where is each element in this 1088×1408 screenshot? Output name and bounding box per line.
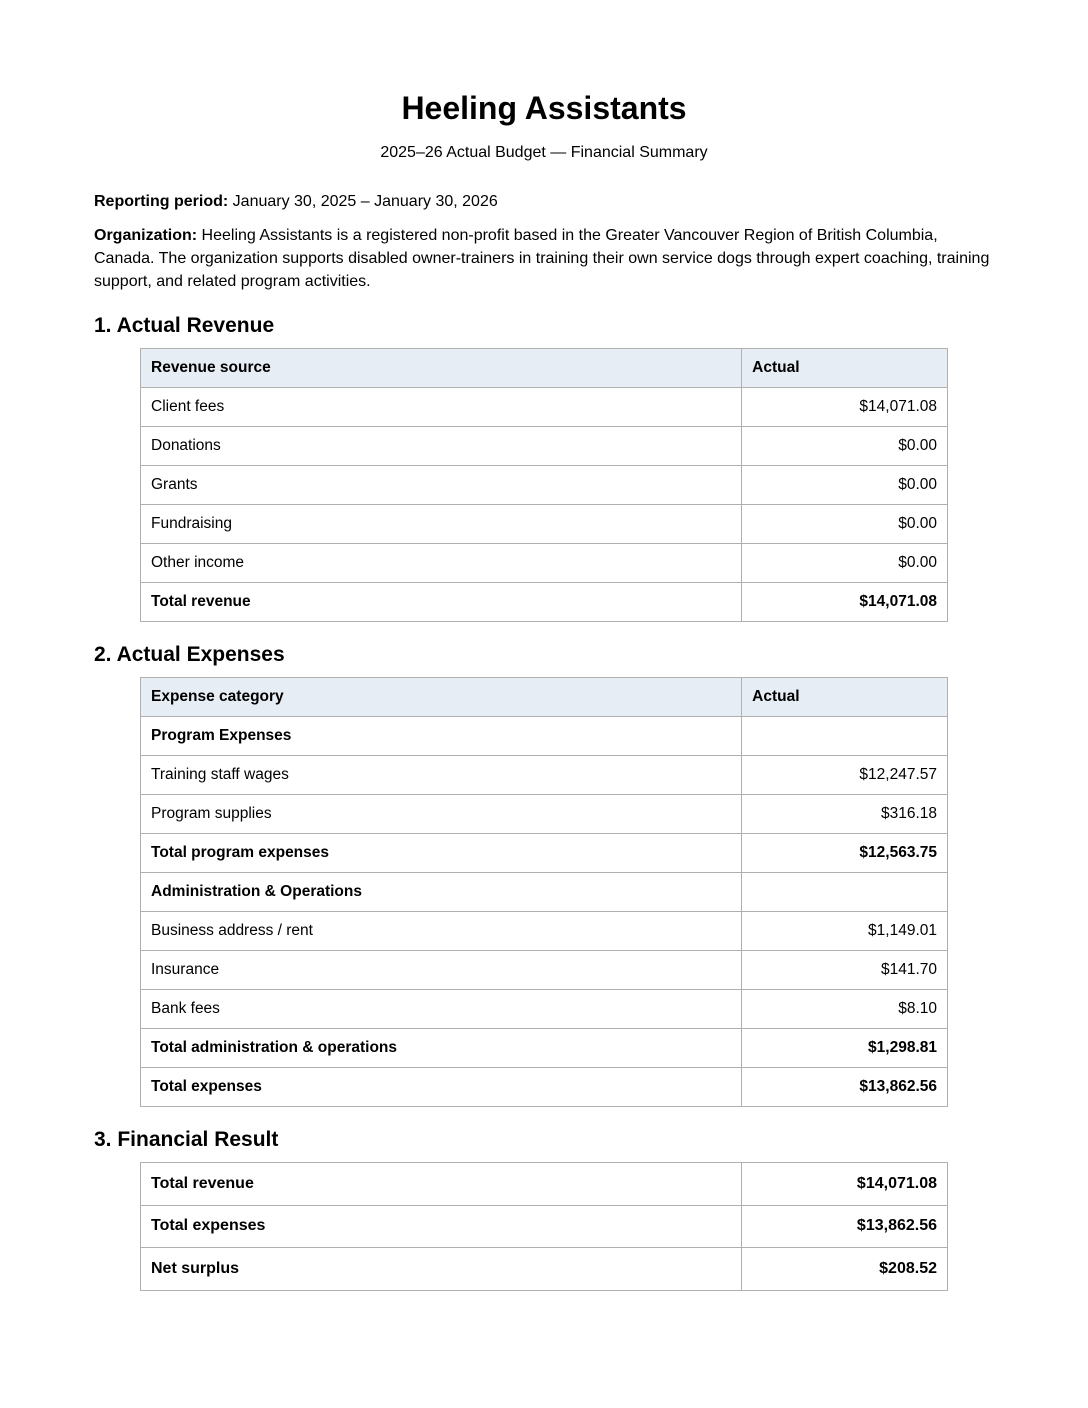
expenses-heading: 2. Actual Expenses bbox=[94, 643, 285, 666]
table-header-row bbox=[141, 678, 948, 717]
row-label: Business address / rent bbox=[141, 912, 742, 951]
row-label: Client fees bbox=[141, 388, 742, 427]
row-amount: $1,149.01 bbox=[742, 912, 948, 951]
table-row bbox=[141, 990, 948, 1029]
row-amount: $316.18 bbox=[742, 795, 948, 834]
result-table bbox=[140, 1162, 948, 1291]
row-label: Net surplus bbox=[141, 1248, 742, 1291]
row-amount: $0.00 bbox=[742, 505, 948, 544]
table-row bbox=[141, 951, 948, 990]
expenses-table bbox=[140, 677, 948, 1107]
row-label: Training staff wages bbox=[141, 756, 742, 795]
table-row bbox=[141, 1163, 948, 1206]
row-amount bbox=[742, 873, 948, 912]
row-label: Total program expenses bbox=[141, 834, 742, 873]
reporting-period bbox=[94, 190, 994, 213]
table-row bbox=[141, 388, 948, 427]
subtotal-row bbox=[141, 1029, 948, 1068]
category-row bbox=[141, 717, 948, 756]
category-row bbox=[141, 873, 948, 912]
organization-label: Organization: bbox=[94, 227, 198, 244]
row-amount: $208.52 bbox=[742, 1248, 948, 1291]
net-surplus-row bbox=[141, 1248, 948, 1291]
table-row bbox=[141, 912, 948, 951]
column-header: Expense category bbox=[141, 678, 742, 717]
table-row bbox=[141, 544, 948, 583]
row-label: Total administration & operations bbox=[141, 1029, 742, 1068]
row-amount: $12,563.75 bbox=[742, 834, 948, 873]
row-label: Total expenses bbox=[141, 1205, 742, 1248]
reporting-period-value: January 30, 2025 – January 30, 2026 bbox=[228, 193, 498, 210]
revenue-heading: 1. Actual Revenue bbox=[94, 314, 275, 337]
document-subtitle: 2025–26 Actual Budget — Financial Summary bbox=[380, 144, 708, 161]
row-label: Total revenue bbox=[141, 583, 742, 622]
row-amount: $13,862.56 bbox=[742, 1068, 948, 1107]
result-heading: 3. Financial Result bbox=[94, 1128, 279, 1151]
column-header: Actual bbox=[742, 678, 948, 717]
column-header: Revenue source bbox=[141, 349, 742, 388]
row-amount: $141.70 bbox=[742, 951, 948, 990]
row-amount: $14,071.08 bbox=[742, 583, 948, 622]
document-title: Heeling Assistants bbox=[401, 90, 687, 126]
total-row bbox=[141, 1068, 948, 1107]
table-row bbox=[141, 795, 948, 834]
row-amount: $13,862.56 bbox=[742, 1205, 948, 1248]
row-amount: $8.10 bbox=[742, 990, 948, 1029]
table-row bbox=[141, 505, 948, 544]
table-row bbox=[141, 1205, 948, 1248]
row-label: Other income bbox=[141, 544, 742, 583]
organization-description bbox=[94, 224, 994, 293]
table-row bbox=[141, 466, 948, 505]
row-amount bbox=[742, 717, 948, 756]
total-row bbox=[141, 583, 948, 622]
revenue-table bbox=[140, 348, 948, 622]
row-label: Program supplies bbox=[141, 795, 742, 834]
table-row bbox=[141, 756, 948, 795]
subtotal-row bbox=[141, 834, 948, 873]
row-label: Program Expenses bbox=[141, 717, 742, 756]
row-label: Bank fees bbox=[141, 990, 742, 1029]
table-row bbox=[141, 427, 948, 466]
row-label: Donations bbox=[141, 427, 742, 466]
row-label: Total expenses bbox=[141, 1068, 742, 1107]
row-label: Total revenue bbox=[141, 1163, 742, 1206]
row-label: Insurance bbox=[141, 951, 742, 990]
reporting-period-label: Reporting period: bbox=[94, 193, 229, 210]
table-header-row bbox=[141, 349, 948, 388]
row-label: Grants bbox=[141, 466, 742, 505]
row-label: Fundraising bbox=[141, 505, 742, 544]
row-amount: $1,298.81 bbox=[742, 1029, 948, 1068]
row-amount: $14,071.08 bbox=[742, 388, 948, 427]
row-amount: $0.00 bbox=[742, 544, 948, 583]
row-amount: $14,071.08 bbox=[742, 1163, 948, 1206]
row-amount: $0.00 bbox=[742, 427, 948, 466]
row-amount: $12,247.57 bbox=[742, 756, 948, 795]
row-amount: $0.00 bbox=[742, 466, 948, 505]
organization-value: Heeling Assistants is a registered non-profit based in the Greater Vancouver Region of British Columbia, Canada. The organization supports disabled owner-trainers in training their own service dogs through expert coaching, training support, and related program activities. bbox=[94, 227, 990, 290]
row-label: Administration & Operations bbox=[141, 873, 742, 912]
column-header: Actual bbox=[742, 349, 948, 388]
